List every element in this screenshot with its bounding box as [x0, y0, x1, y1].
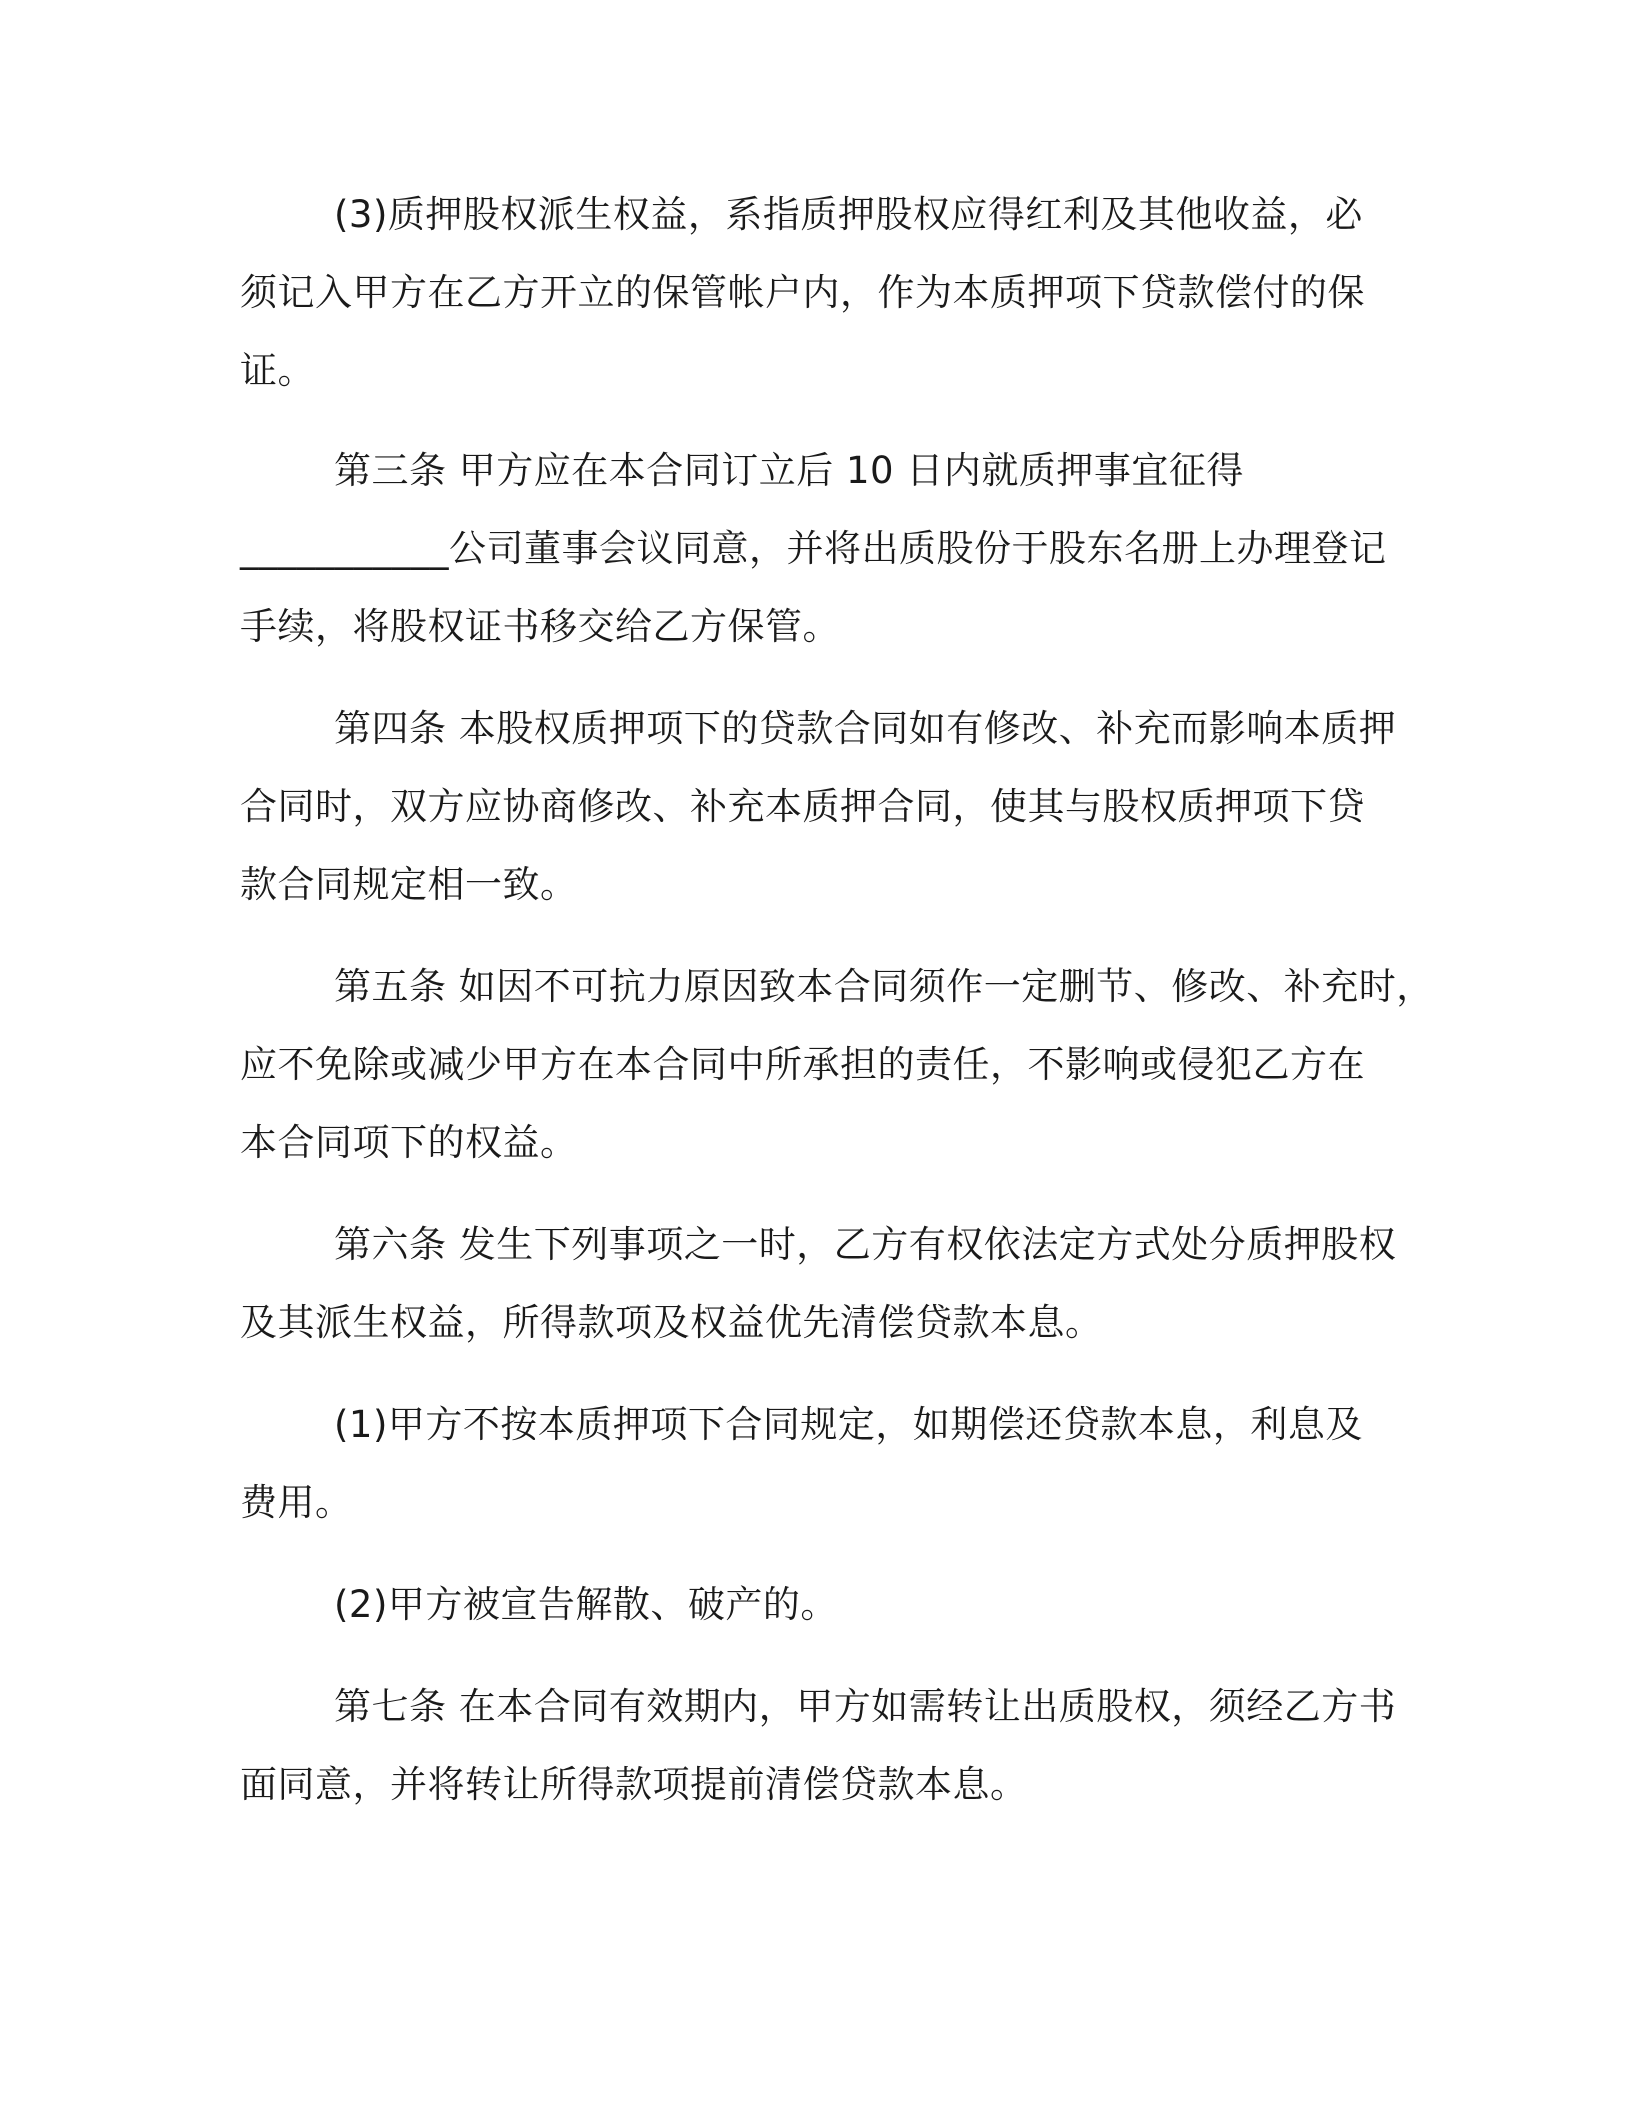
text-line: 面同意，并将转让所得款项提前清偿贷款本息。	[240, 1763, 1028, 1806]
text-line: 应不免除或减少甲方在本合同中所承担的责任，不影响或侵犯乙方在	[240, 1043, 1365, 1086]
text-line: 第六条 发生下列事项之一时，乙方有权依法定方式处分质押股权	[334, 1223, 1397, 1266]
text-line: (1)甲方不按本质押项下合同规定，如期偿还贷款本息，利息及	[334, 1403, 1363, 1446]
text-line: 须记入甲方在乙方开立的保管帐户内，作为本质押项下贷款偿付的保	[240, 271, 1365, 314]
text-line: 本合同项下的权益。	[240, 1121, 578, 1164]
text-line: 证。	[240, 349, 315, 392]
text-line: 手续，将股权证书移交给乙方保管。	[240, 605, 840, 648]
text-line: 第五条 如因不可抗力原因致本合同须作一定删节、修改、补充时，	[334, 965, 1434, 1008]
text-line: 第七条 在本合同有效期内，甲方如需转让出质股权，须经乙方书	[334, 1685, 1397, 1728]
text-line: 第四条 本股权质押项下的贷款合同如有修改、补充而影响本质押	[334, 707, 1397, 750]
text-line: 第三条 甲方应在本合同订立后 10 日内就质押事宜征得	[334, 449, 1244, 492]
text-line: 款合同规定相一致。	[240, 863, 578, 906]
text-line: (2)甲方被宣告解散、破产的。	[334, 1583, 838, 1626]
text-line: (3)质押股权派生权益，系指质押股权应得红利及其他收益，必	[334, 193, 1363, 236]
text-line: ___________公司董事会议同意，并将出质股份于股东名册上办理登记	[240, 527, 1387, 570]
text-line: 及其派生权益，所得款项及权益优先清偿贷款本息。	[240, 1301, 1103, 1344]
text-line: 合同时，双方应协商修改、补充本质押合同，使其与股权质押项下贷	[240, 785, 1365, 828]
text-line: 费用。	[240, 1481, 353, 1524]
